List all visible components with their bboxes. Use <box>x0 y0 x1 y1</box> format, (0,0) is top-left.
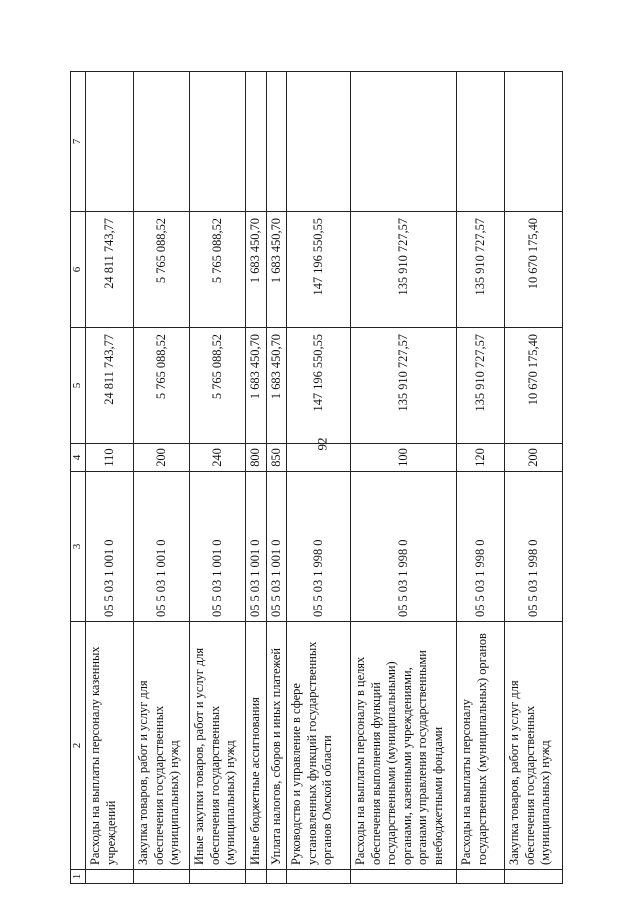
header-row <box>71 72 86 884</box>
row-number-cell <box>86 870 134 884</box>
row-number-cell <box>351 870 457 884</box>
page-number: 92 <box>314 437 330 451</box>
header-col-7: 7 <box>71 72 86 212</box>
expense-type-code <box>287 444 351 472</box>
budget-code: 05 5 03 1 998 0 <box>287 472 351 622</box>
expense-type-code: 850 <box>266 444 287 472</box>
expense-name: Закупка товаров, работ и услуг для обеспечения государственных (муниципальных) нужд <box>134 622 190 870</box>
amount-col-5: 135 910 727,57 <box>351 328 457 444</box>
col-7-cell <box>457 72 505 212</box>
budget-table-wrapper <box>70 72 552 884</box>
budget-code: 05 5 03 1 001 0 <box>246 472 267 622</box>
expense-type-code: 200 <box>505 444 563 472</box>
amount-col-5: 1 683 450,70 <box>246 328 267 444</box>
amount-col-6: 135 910 727,57 <box>351 212 457 328</box>
expense-type-code: 110 <box>86 444 134 472</box>
table-row <box>86 72 134 884</box>
amount-col-5: 135 910 727,57 <box>457 328 505 444</box>
expense-name: Расходы на выплаты персоналу государственных (муниципальных) органов <box>457 622 505 870</box>
expense-name: Расходы на выплаты персоналу казенных учреждений <box>86 622 134 870</box>
header-col-5: 5 <box>71 328 86 444</box>
expense-type-code: 200 <box>134 444 190 472</box>
budget-code: 05 5 03 1 001 0 <box>134 472 190 622</box>
row-number-cell <box>190 870 246 884</box>
amount-col-6: 24 811 743,77 <box>86 212 134 328</box>
expense-name: Расходы на выплаты персоналу в целях обеспечения выполнения функций государственными (муниципальными) органами, казенными учреждениями, органами управления государственными внебюджетными фондами <box>351 622 457 870</box>
table-row <box>190 72 246 884</box>
header-col-4: 4 <box>71 444 86 472</box>
col-7-cell <box>246 72 267 212</box>
budget-code: 05 5 03 1 998 0 <box>457 472 505 622</box>
header-col-1: 1 <box>71 870 86 884</box>
col-7-cell <box>287 72 351 212</box>
table-row <box>246 72 267 884</box>
budget-code: 05 5 03 1 001 0 <box>86 472 134 622</box>
table-row <box>351 72 457 884</box>
expense-name: Закупка товаров, работ и услуг для обеспечения государственных (муниципальных) нужд <box>505 622 563 870</box>
col-7-cell <box>266 72 287 212</box>
amount-col-6: 5 765 088,52 <box>190 212 246 328</box>
row-number-cell <box>457 870 505 884</box>
budget-table <box>70 71 563 884</box>
budget-code: 05 5 03 1 998 0 <box>351 472 457 622</box>
amount-col-5: 1 683 450,70 <box>266 328 287 444</box>
amount-col-6: 147 196 550,55 <box>287 212 351 328</box>
expense-name: Уплата налогов, сборов и иных платежей <box>266 622 287 870</box>
amount-col-5: 24 811 743,77 <box>86 328 134 444</box>
table-row <box>457 72 505 884</box>
budget-code: 05 5 03 1 998 0 <box>505 472 563 622</box>
table-row <box>266 72 287 884</box>
col-7-cell <box>190 72 246 212</box>
amount-col-6: 5 765 088,52 <box>134 212 190 328</box>
expense-name: Иные бюджетные ассигнования <box>246 622 267 870</box>
expense-name: Иные закупки товаров, работ и услуг для обеспечения государственных (муниципальных) нужд <box>190 622 246 870</box>
col-7-cell <box>134 72 190 212</box>
row-number-cell <box>266 870 287 884</box>
amount-col-5: 5 765 088,52 <box>190 328 246 444</box>
row-number-cell <box>246 870 267 884</box>
expense-type-code: 240 <box>190 444 246 472</box>
amount-col-6: 135 910 727,57 <box>457 212 505 328</box>
budget-code: 05 5 03 1 001 0 <box>266 472 287 622</box>
amount-col-6: 10 670 175,40 <box>505 212 563 328</box>
col-7-cell <box>505 72 563 212</box>
expense-name: Руководство и управление в сфере установленных функций государственных органов Омской области <box>287 622 351 870</box>
table-row <box>134 72 190 884</box>
row-number-cell <box>287 870 351 884</box>
header-col-6: 6 <box>71 212 86 328</box>
col-7-cell <box>351 72 457 212</box>
header-col-2: 2 <box>71 622 86 870</box>
table-row <box>287 72 351 884</box>
amount-col-6: 1 683 450,70 <box>246 212 267 328</box>
table-row <box>505 72 563 884</box>
expense-type-code: 800 <box>246 444 267 472</box>
amount-col-5: 10 670 175,40 <box>505 328 563 444</box>
budget-code: 05 5 03 1 001 0 <box>190 472 246 622</box>
expense-type-code: 120 <box>457 444 505 472</box>
header-col-3: 3 <box>71 472 86 622</box>
expense-type-code: 100 <box>351 444 457 472</box>
row-number-cell <box>134 870 190 884</box>
row-number-cell <box>505 870 563 884</box>
amount-col-6: 1 683 450,70 <box>266 212 287 328</box>
rotated-table-area <box>70 72 552 884</box>
amount-col-5: 5 765 088,52 <box>134 328 190 444</box>
amount-col-5: 147 196 550,55 <box>287 328 351 444</box>
col-7-cell <box>86 72 134 212</box>
